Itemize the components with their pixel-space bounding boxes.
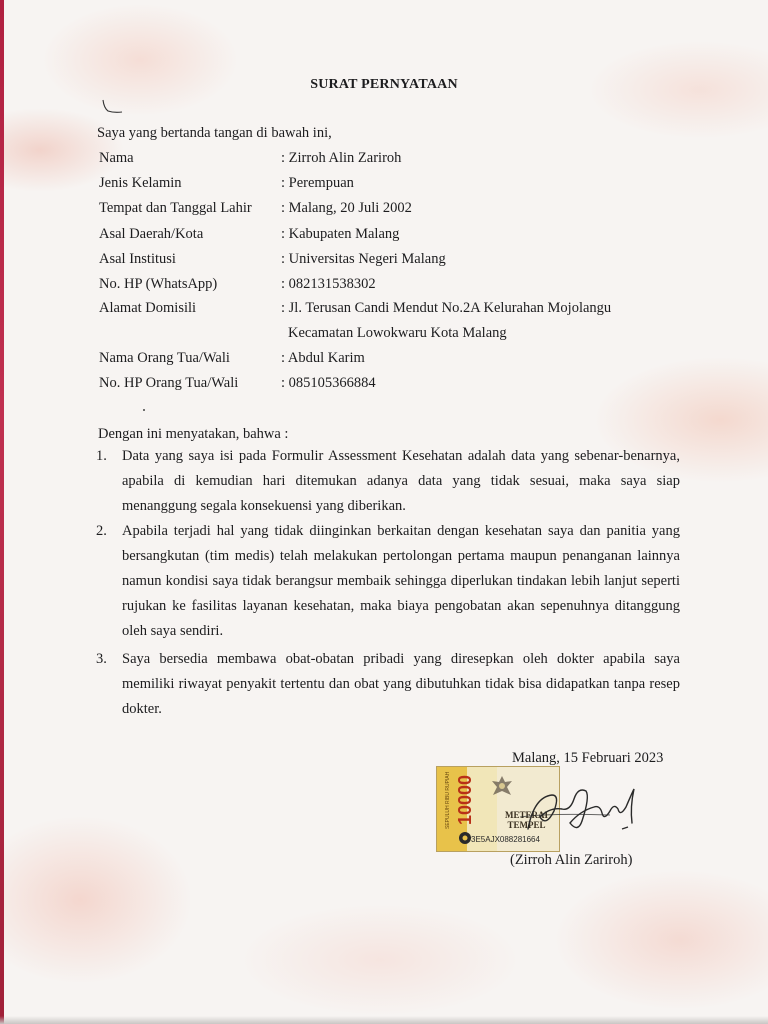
statement-text: Saya bersedia membawa obat-obatan pribadi yang diresepkan oleh dokter apabila saya memiliki riwayat penyakit tertentu dan obat yang dibutuhkan tidak bisa didapatkan tanpa resep dokter.: [122, 651, 680, 717]
statement-text: Apabila terjadi hal yang tidak diinginkan berkaitan dengan kesehatan saya dan panitia yang bersangkutan (tim medis) telah melakukan pertolongan pertama maupun penanganan lainnya namun kondisi saya tidak berangsur membaik sehingga diperlukan tindakan lebih lanjut seperti rujukan ke fasilitas layanan kesehatan, maka biaya pengobatan akan sepenuhnya ditanggung oleh saya sendiri.: [122, 523, 680, 639]
stamp-strip-text: SEPULUH RIBU RUPIAH: [445, 771, 451, 829]
stamp-label-line2: TEMPEL: [507, 820, 546, 830]
handwritten-signature-icon: [490, 777, 650, 847]
field-value: : 082131538302: [281, 276, 376, 292]
field-label: Tempat dan Tanggal Lahir: [99, 200, 252, 216]
field-label: Jenis Kelamin: [99, 175, 182, 191]
field-value: Kecamatan Lowokwaru Kota Malang: [288, 325, 507, 341]
stamp-label-line1: METERAI: [505, 810, 549, 820]
field-value: : Malang, 20 Juli 2002: [281, 200, 412, 216]
field-label: No. HP Orang Tua/Wali: [99, 375, 239, 391]
field-label: Alamat Domisili: [99, 300, 197, 316]
field-value: : Jl. Terusan Candi Mendut No.2A Kelurahan Mojolangu: [281, 300, 612, 316]
declaration-intro: Dengan ini menyatakan, bahwa :: [98, 426, 289, 442]
signer-name: (Zirroh Alin Zariroh): [510, 852, 633, 868]
field-value: : Perempuan: [281, 175, 354, 191]
paper-edge-left: [0, 0, 4, 1024]
stray-dot: [143, 409, 145, 411]
field-value: : Universitas Negeri Malang: [281, 251, 446, 267]
field-value: : Abdul Karim: [281, 350, 365, 366]
field-label: Nama Orang Tua/Wali: [99, 350, 230, 366]
field-label: No. HP (WhatsApp): [99, 276, 218, 292]
statement-text: Data yang saya isi pada Formulir Assessment Kesehatan adalah data yang sebenar-benarnya, apabila di kemudian hari ditemukan adanya data yang tidak sesuai, maka saya siap menanggung segala konsekuensi yang diberikan.: [122, 448, 680, 514]
field-value: : Zirroh Alin Zariroh: [281, 150, 402, 166]
pen-mark-icon: [100, 98, 124, 116]
field-label: Asal Institusi: [99, 251, 176, 267]
stamp-value: 10000: [455, 774, 475, 825]
document-title: SURAT PERNYATAAN: [310, 77, 458, 92]
intro-text: Saya yang bertanda tangan di bawah ini,: [97, 125, 332, 141]
field-value: : Kabupaten Malang: [281, 226, 400, 242]
stamp-code: 3E5AJX088281664: [471, 835, 540, 844]
field-value: : 085105366884: [281, 375, 376, 391]
field-label: Nama: [99, 150, 134, 166]
statement-number: 3.: [96, 651, 107, 667]
field-label: Asal Daerah/Kota: [99, 226, 204, 242]
place-date: Malang, 15 Februari 2023: [512, 750, 664, 766]
paper-edge-bottom: [0, 1016, 768, 1024]
statement-number: 1.: [96, 448, 107, 464]
statement-number: 2.: [96, 523, 107, 539]
